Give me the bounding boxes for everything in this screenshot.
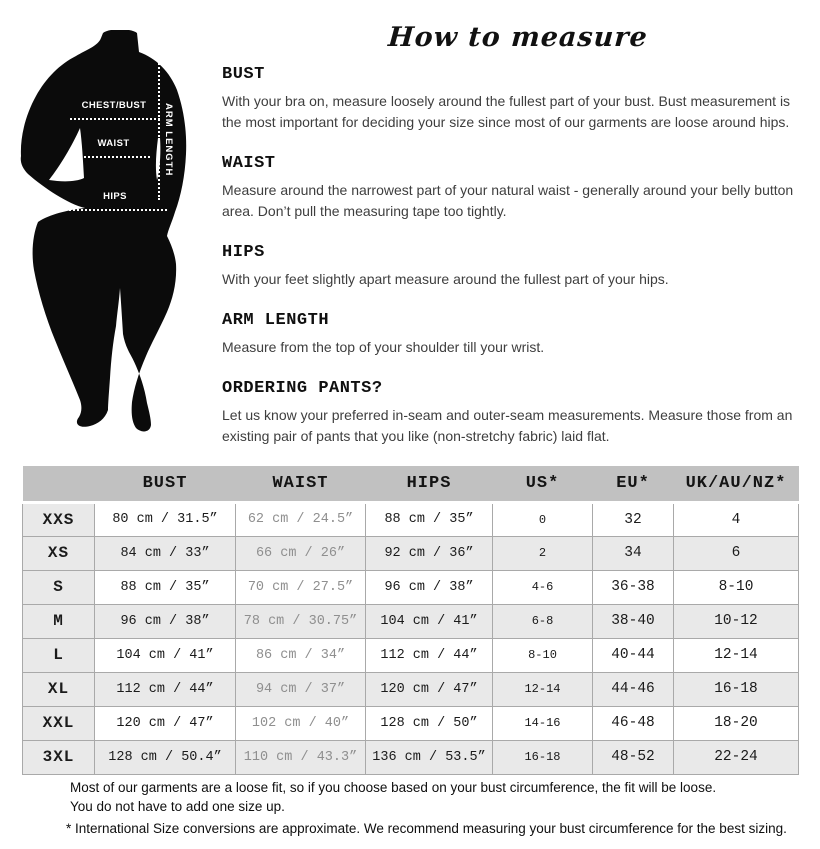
- uk-value-cell: 6: [674, 536, 799, 570]
- waist-measure-line: [77, 156, 150, 158]
- section-body-ordering-pants: Let us know your preferred in-seam and outer-seam measurements. Measure those from an existing pair of pants that you like (non-stretchy fabric) laid flat.: [222, 407, 793, 444]
- figure-arm-length-label: ARM LENGTH: [163, 103, 174, 177]
- eu-value-cell: 32: [593, 502, 674, 536]
- us-value-cell: 2: [493, 536, 593, 570]
- table-row: [23, 706, 799, 740]
- us-value-cell: 0: [493, 502, 593, 536]
- section-arm-length: [222, 311, 814, 358]
- section-body-waist: Measure around the narrowest part of your natural waist - generally around your belly button area. Don’t pull the measuring tape too tightly.: [222, 182, 794, 219]
- table-row: [23, 570, 799, 604]
- table-row: [23, 536, 799, 570]
- table-row: [23, 740, 799, 774]
- us-value-cell: 6-8: [493, 604, 593, 638]
- waist-value-cell: 66 cm / 26”: [236, 536, 366, 570]
- us-value-cell: 12-14: [493, 672, 593, 706]
- arm-length-measure-line: [158, 60, 160, 200]
- section-body-hips: With your feet slightly apart measure around the fullest part of your hips.: [222, 271, 669, 287]
- section-heading-waist: WAIST: [222, 154, 276, 173]
- size-label-cell: XXL: [23, 706, 95, 740]
- bust-value-cell: 80 cm / 31.5”: [95, 502, 236, 536]
- section-heading-hips: HIPS: [222, 243, 265, 262]
- hips-value-cell: 88 cm / 35”: [366, 502, 493, 536]
- size-conversion-table: [22, 466, 799, 775]
- bust-value-cell: 120 cm / 47”: [95, 706, 236, 740]
- header-us: US*: [493, 466, 593, 502]
- section-heading-arm-length: ARM LENGTH: [222, 311, 330, 330]
- chest-measure-line: [70, 118, 160, 120]
- hips-value-cell: 112 cm / 44”: [366, 638, 493, 672]
- size-label-cell: XL: [23, 672, 95, 706]
- header-hips: HIPS: [366, 466, 493, 502]
- waist-value-cell: 78 cm / 30.75”: [236, 604, 366, 638]
- bust-value-cell: 104 cm / 41”: [95, 638, 236, 672]
- hips-value-cell: 120 cm / 47”: [366, 672, 493, 706]
- uk-value-cell: 16-18: [674, 672, 799, 706]
- waist-value-cell: 70 cm / 27.5”: [236, 570, 366, 604]
- instructions-column: [222, 22, 814, 447]
- hips-measure-line: [28, 209, 167, 211]
- us-value-cell: 4-6: [493, 570, 593, 604]
- uk-value-cell: 12-14: [674, 638, 799, 672]
- size-label-cell: 3XL: [23, 740, 95, 774]
- us-value-cell: 14-16: [493, 706, 593, 740]
- bust-value-cell: 112 cm / 44”: [95, 672, 236, 706]
- eu-value-cell: 36-38: [593, 570, 674, 604]
- table-row: [23, 604, 799, 638]
- section-ordering-pants: [222, 379, 814, 447]
- uk-value-cell: 8-10: [674, 570, 799, 604]
- figure-waist-label: WAIST: [97, 138, 130, 149]
- waist-value-cell: 62 cm / 24.5”: [236, 502, 366, 536]
- table-row: [23, 672, 799, 706]
- body-silhouette-image: [20, 30, 190, 432]
- section-body-bust: With your bra on, measure loosely around the fullest part of your bust. Bust measurement is the most important for deciding your size since most of our garments are loose around hips.: [222, 93, 791, 130]
- table-row: [23, 502, 799, 536]
- waist-value-cell: 102 cm / 40”: [236, 706, 366, 740]
- header-waist: WAIST: [236, 466, 366, 502]
- size-label-cell: L: [23, 638, 95, 672]
- waist-value-cell: 110 cm / 43.3”: [236, 740, 366, 774]
- header-size: [23, 466, 95, 502]
- bust-value-cell: 96 cm / 38”: [95, 604, 236, 638]
- page-title: How to measure: [387, 22, 649, 53]
- section-waist: [222, 154, 814, 222]
- header-eu: EU*: [593, 466, 674, 502]
- size-label-cell: XXS: [23, 502, 95, 536]
- eu-value-cell: 48-52: [593, 740, 674, 774]
- size-table-body: [23, 502, 799, 774]
- eu-value-cell: 34: [593, 536, 674, 570]
- header-uk-au-nz: UK/AU/NZ*: [674, 466, 799, 502]
- figure-hips-label: HIPS: [103, 191, 127, 202]
- eu-value-cell: 40-44: [593, 638, 674, 672]
- fit-note-line1: Most of our garments are a loose fit, so if you choose based on your bust circumference, the fit will be loose.: [70, 780, 717, 795]
- size-label-cell: XS: [23, 536, 95, 570]
- size-label-cell: S: [23, 570, 95, 604]
- section-bust: [222, 65, 814, 133]
- eu-value-cell: 38-40: [593, 604, 674, 638]
- fit-note-line2: You do not have to add one size up.: [70, 799, 285, 814]
- waist-value-cell: 94 cm / 37”: [236, 672, 366, 706]
- bust-value-cell: 128 cm / 50.4”: [95, 740, 236, 774]
- section-heading-bust: BUST: [222, 65, 265, 84]
- us-value-cell: 8-10: [493, 638, 593, 672]
- conversion-footnote: * International Size conversions are approximate. We recommend measuring your bust circumference for the best sizing.: [66, 821, 787, 836]
- uk-value-cell: 4: [674, 502, 799, 536]
- eu-value-cell: 44-46: [593, 672, 674, 706]
- eu-value-cell: 46-48: [593, 706, 674, 740]
- bust-value-cell: 84 cm / 33”: [95, 536, 236, 570]
- table-header-row: [23, 466, 799, 502]
- section-body-arm-length: Measure from the top of your shoulder till your wrist.: [222, 339, 545, 355]
- uk-value-cell: 18-20: [674, 706, 799, 740]
- header-bust: BUST: [95, 466, 236, 502]
- hips-value-cell: 92 cm / 36”: [366, 536, 493, 570]
- section-heading-ordering-pants: ORDERING PANTS?: [222, 379, 383, 398]
- hips-value-cell: 128 cm / 50”: [366, 706, 493, 740]
- measurement-figure: [20, 30, 190, 432]
- waist-value-cell: 86 cm / 34”: [236, 638, 366, 672]
- fit-note: [70, 778, 716, 816]
- hips-value-cell: 96 cm / 38”: [366, 570, 493, 604]
- hips-value-cell: 136 cm / 53.5”: [366, 740, 493, 774]
- us-value-cell: 16-18: [493, 740, 593, 774]
- bust-value-cell: 88 cm / 35”: [95, 570, 236, 604]
- size-label-cell: M: [23, 604, 95, 638]
- table-row: [23, 638, 799, 672]
- hips-value-cell: 104 cm / 41”: [366, 604, 493, 638]
- uk-value-cell: 22-24: [674, 740, 799, 774]
- section-hips: [222, 243, 814, 290]
- uk-value-cell: 10-12: [674, 604, 799, 638]
- figure-chest-label: CHEST/BUST: [81, 100, 147, 111]
